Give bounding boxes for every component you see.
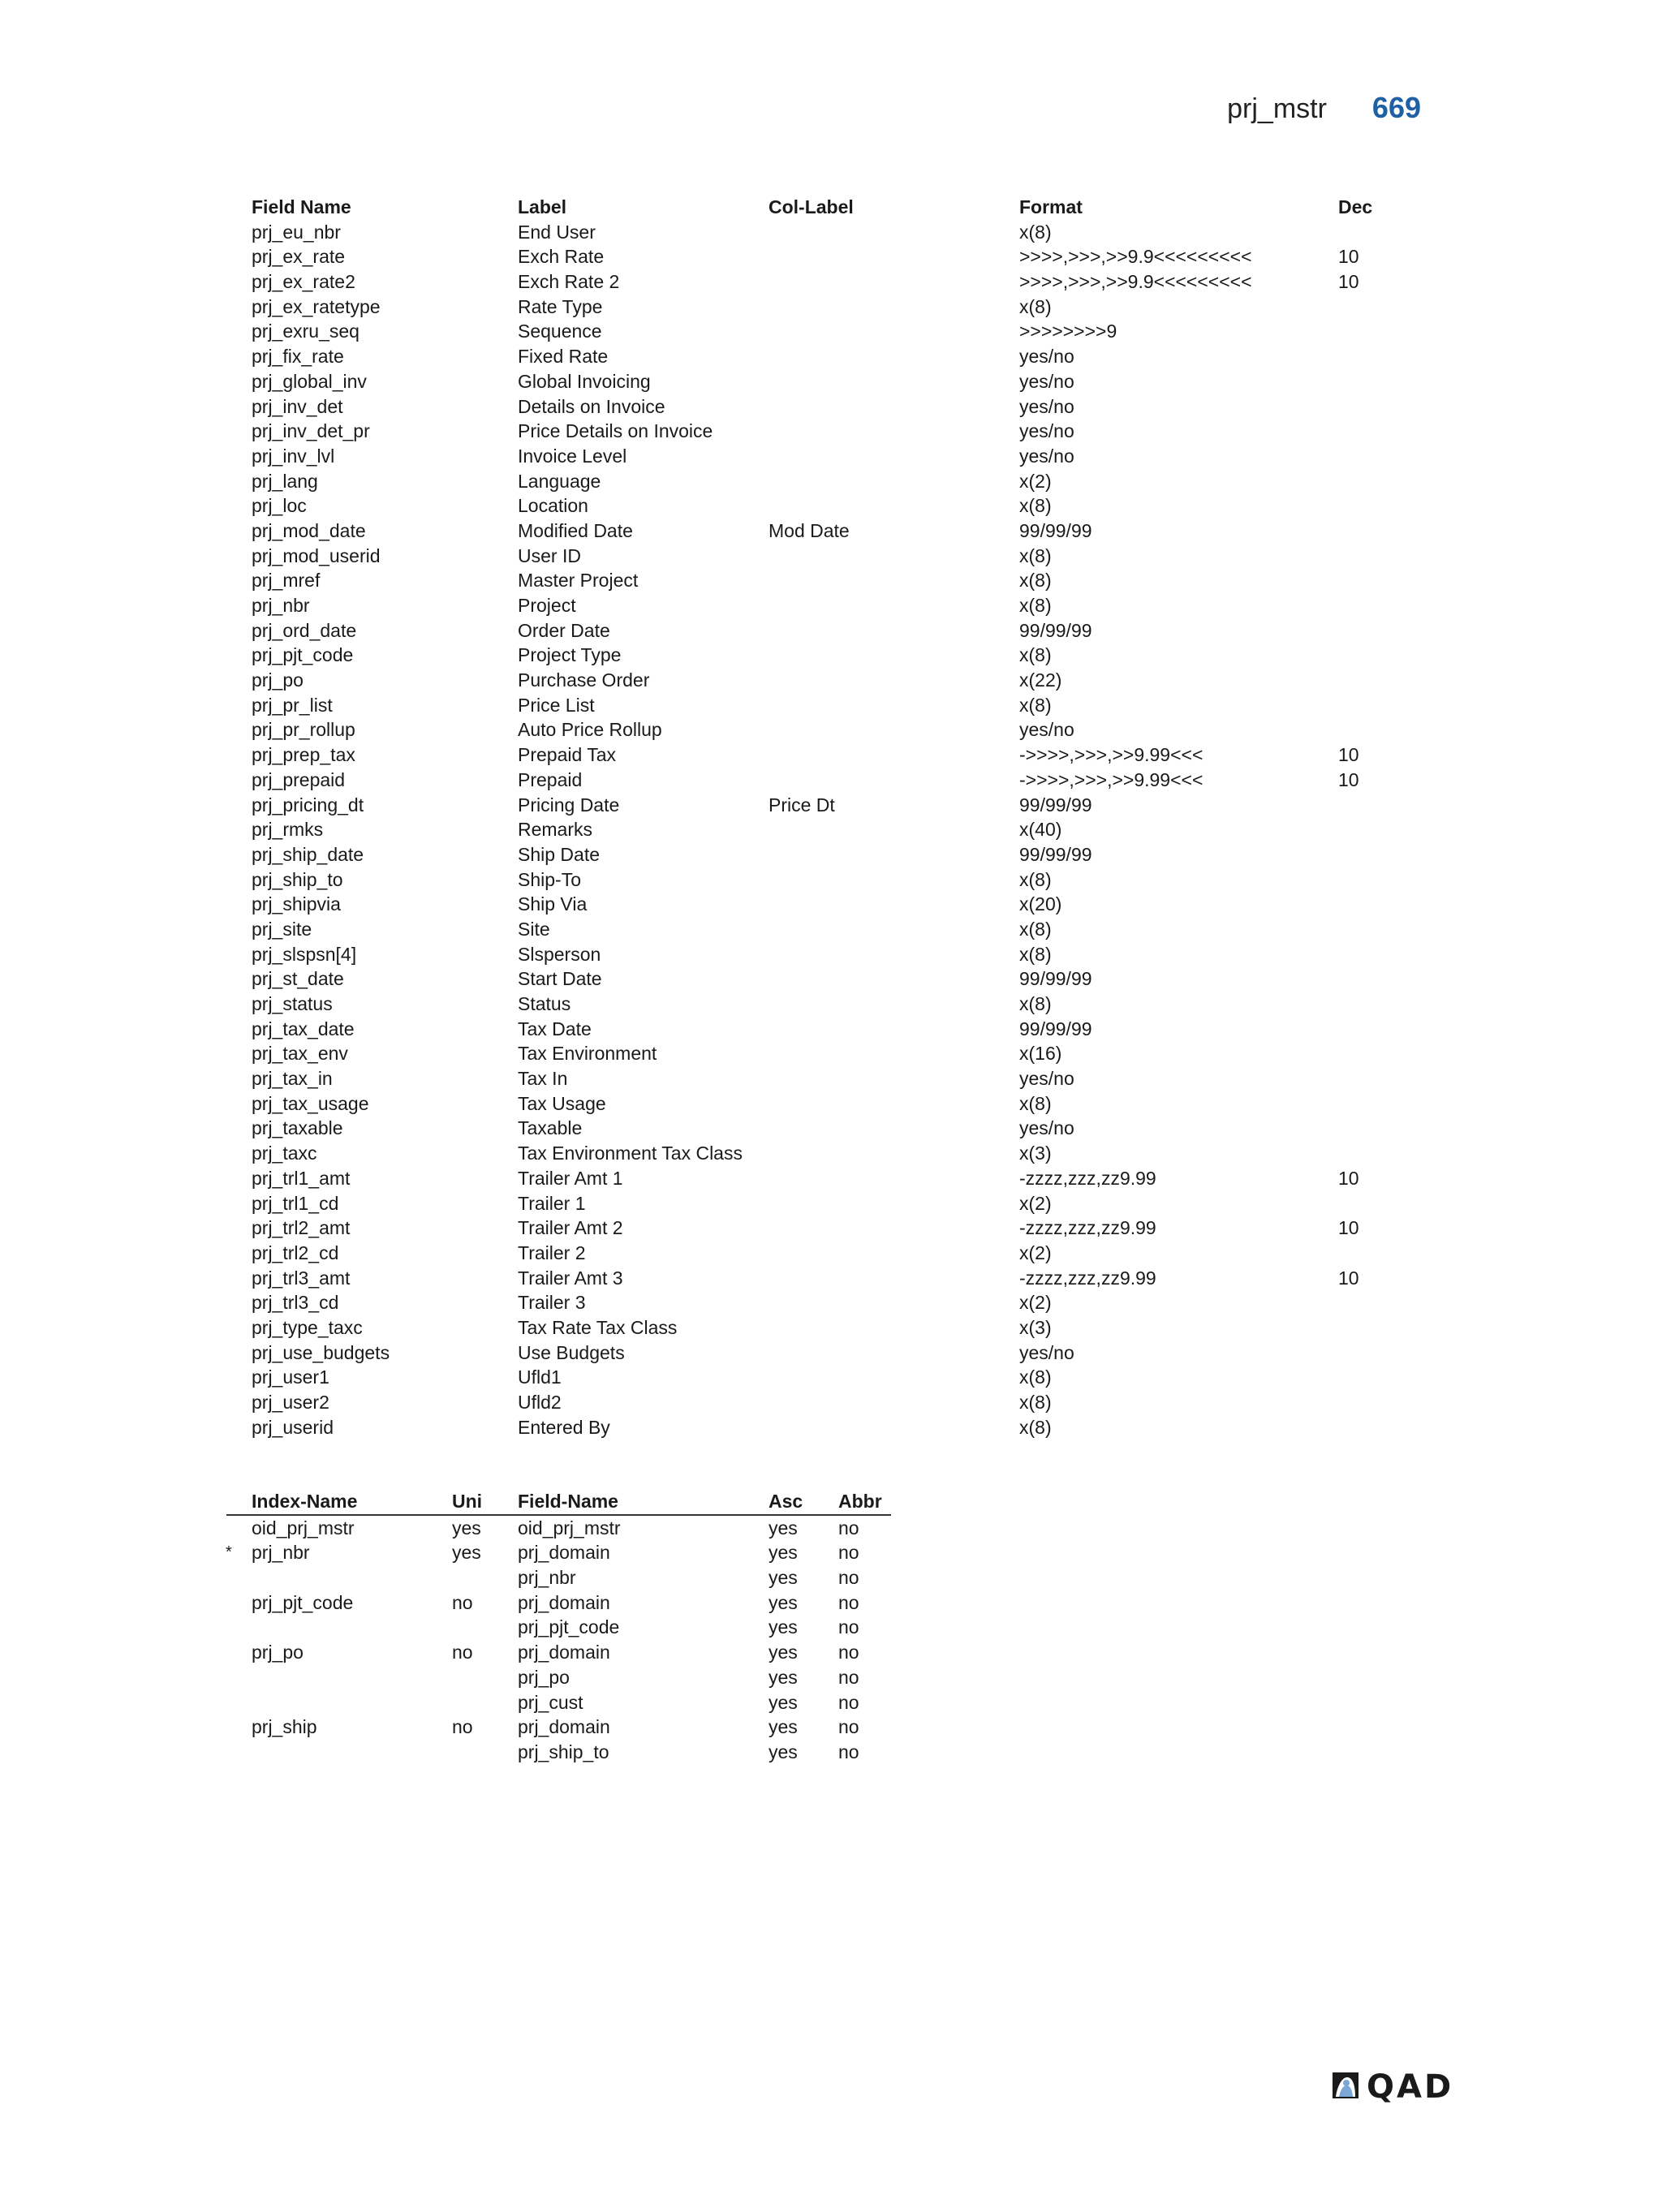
col-header-index-name: Index-Name — [252, 1491, 358, 1512]
format-cell: x(8) — [1019, 544, 1052, 566]
format-cell: x(2) — [1019, 1242, 1052, 1263]
label-cell: Entered By — [518, 1416, 610, 1438]
table-row — [0, 892, 1662, 917]
table-row — [0, 867, 1662, 893]
field-name-cell: prj_exru_seq — [252, 321, 360, 342]
abbr-cell: no — [838, 1591, 859, 1613]
field-name-cell: prj_ship_to — [518, 1741, 609, 1762]
table-row — [0, 419, 1662, 444]
table-row — [0, 1341, 1662, 1366]
format-cell: >>>>,>>>,>>9.9<<<<<<<<< — [1019, 246, 1252, 268]
format-cell: x(8) — [1019, 1092, 1052, 1114]
field-name-cell: prj_user1 — [252, 1366, 329, 1388]
dec-cell: 10 — [1338, 246, 1359, 268]
label-cell: Ship-To — [518, 868, 581, 890]
label-cell: Use Budgets — [518, 1341, 625, 1363]
label-cell: Tax In — [518, 1068, 568, 1090]
abbr-cell: no — [838, 1542, 859, 1564]
format-cell: x(8) — [1019, 694, 1052, 716]
label-cell: Rate Type — [518, 295, 603, 317]
field-name-cell: prj_po — [252, 669, 304, 691]
label-cell: Ship Date — [518, 843, 601, 865]
uni-cell: no — [452, 1642, 473, 1663]
field-name-cell: prj_mod_date — [252, 519, 366, 541]
table-row — [0, 1166, 1662, 1191]
table-row — [0, 1365, 1662, 1390]
field-name-cell: prj_global_inv — [252, 370, 367, 392]
uni-cell: yes — [452, 1542, 481, 1564]
field-name-cell: prj_trl1_amt — [252, 1167, 351, 1189]
format-cell: 99/99/99 — [1019, 1018, 1092, 1039]
format-cell: ->>>>,>>>,>>9.99<<< — [1019, 744, 1203, 766]
field-name-cell: prj_lang — [252, 470, 318, 492]
format-cell: yes/no — [1019, 1117, 1074, 1139]
format-cell: -zzzz,zzz,zz9.99 — [1019, 1267, 1156, 1289]
field-name-cell: prj_tax_usage — [252, 1092, 369, 1114]
table-row — [0, 1590, 1662, 1616]
format-cell: yes/no — [1019, 346, 1074, 368]
label-cell: Fixed Rate — [518, 346, 609, 368]
field-name-cell: prj_shipvia — [252, 893, 341, 915]
table-row — [0, 742, 1662, 768]
dec-cell: 10 — [1338, 1167, 1359, 1189]
format-cell: x(8) — [1019, 868, 1052, 890]
format-cell: x(8) — [1019, 1366, 1052, 1388]
table-row — [0, 319, 1662, 344]
asc-cell: yes — [769, 1542, 798, 1564]
table-row — [0, 1116, 1662, 1141]
field-name-cell: prj_ex_ratetype — [252, 295, 381, 317]
table-row — [0, 917, 1662, 942]
table-row — [0, 668, 1662, 693]
field-name-cell: prj_prep_tax — [252, 744, 355, 766]
format-cell: 99/99/99 — [1019, 519, 1092, 541]
field-name-cell: prj_domain — [518, 1716, 610, 1738]
index-table — [0, 1489, 1662, 1765]
label-cell: Auto Price Rollup — [518, 719, 662, 741]
label-cell: Prepaid — [518, 768, 583, 790]
format-cell: x(2) — [1019, 470, 1052, 492]
format-cell: x(2) — [1019, 1192, 1052, 1214]
field-name-cell: prj_cust — [518, 1691, 583, 1713]
table-row — [0, 693, 1662, 718]
format-cell: x(22) — [1019, 669, 1062, 691]
field-name-cell: prj_pr_rollup — [252, 719, 355, 741]
field-name-cell: prj_ex_rate2 — [252, 271, 355, 293]
asc-cell: yes — [769, 1642, 798, 1663]
field-name-cell: prj_domain — [518, 1642, 610, 1663]
uni-cell: no — [452, 1591, 473, 1613]
col-header-asc: Asc — [769, 1491, 803, 1512]
format-cell: x(8) — [1019, 993, 1052, 1014]
label-cell: Trailer Amt 1 — [518, 1167, 623, 1189]
table-row — [0, 220, 1662, 245]
label-cell: Slsperson — [518, 943, 601, 965]
table-name-title: prj_mstr — [1227, 93, 1327, 124]
format-cell: >>>>,>>>,>>9.9<<<<<<<<< — [1019, 271, 1252, 293]
abbr-cell: no — [838, 1517, 859, 1539]
col-header-field-name: Field Name — [252, 196, 351, 217]
col-header-col-label: Col-Label — [769, 196, 854, 217]
field-name-cell: prj_prepaid — [252, 768, 346, 790]
field-name-cell: prj_tax_env — [252, 1043, 348, 1065]
label-cell: Project Type — [518, 644, 622, 666]
abbr-cell: no — [838, 1666, 859, 1688]
table-row — [0, 1615, 1662, 1640]
field-name-cell: prj_status — [252, 993, 333, 1014]
table-row — [0, 1540, 1662, 1565]
dec-cell: 10 — [1338, 271, 1359, 293]
label-cell: Trailer 3 — [518, 1292, 586, 1314]
format-cell: >>>>>>>>9 — [1019, 321, 1117, 342]
field-name-cell: prj_eu_nbr — [252, 221, 341, 243]
asc-cell: yes — [769, 1716, 798, 1738]
field-name-cell: prj_userid — [252, 1416, 334, 1438]
abbr-cell: no — [838, 1716, 859, 1738]
col-header-field-name: Field-Name — [518, 1491, 618, 1512]
col-header-uni: Uni — [452, 1491, 483, 1512]
table-row — [0, 1066, 1662, 1091]
table-row — [0, 1390, 1662, 1415]
label-cell: Modified Date — [518, 519, 633, 541]
field-name-cell: prj_nbr — [518, 1567, 576, 1589]
label-cell: Sequence — [518, 321, 602, 342]
field-name-cell: prj_po — [518, 1666, 570, 1688]
label-cell: Tax Date — [518, 1018, 592, 1039]
field-name-cell: prj_loc — [252, 495, 307, 517]
label-cell: Trailer 2 — [518, 1242, 586, 1263]
format-cell: x(3) — [1019, 1316, 1052, 1338]
format-cell: 99/99/99 — [1019, 843, 1092, 865]
label-cell: Tax Environment Tax Class — [518, 1143, 743, 1164]
label-cell: Site — [518, 918, 550, 940]
field-name-cell: prj_domain — [518, 1542, 610, 1564]
format-cell: yes/no — [1019, 395, 1074, 417]
field-name-cell: prj_taxable — [252, 1117, 343, 1139]
field-name-cell: prj_slspsn[4] — [252, 943, 357, 965]
index-name-cell: prj_nbr — [252, 1542, 310, 1564]
field-name-cell: prj_ord_date — [252, 619, 357, 641]
asc-cell: yes — [769, 1741, 798, 1762]
field-name-cell: prj_pjt_code — [252, 644, 354, 666]
format-cell: 99/99/99 — [1019, 968, 1092, 990]
table-row — [0, 1516, 1662, 1541]
asc-cell: yes — [769, 1591, 798, 1613]
table-row — [0, 1241, 1662, 1266]
table-row — [0, 394, 1662, 420]
field-name-cell: prj_use_budgets — [252, 1341, 390, 1363]
dec-cell: 10 — [1338, 768, 1359, 790]
format-cell: x(8) — [1019, 570, 1052, 592]
field-name-cell: prj_trl1_cd — [252, 1192, 339, 1214]
table-row — [0, 469, 1662, 494]
table-row — [0, 568, 1662, 593]
label-cell: Invoice Level — [518, 445, 627, 467]
field-name-cell: prj_pjt_code — [518, 1616, 620, 1638]
index-table-header — [0, 1489, 1662, 1514]
index-name-cell: prj_ship — [252, 1716, 317, 1738]
label-cell: Master Project — [518, 570, 639, 592]
format-cell: x(40) — [1019, 819, 1062, 841]
col-label-cell: Price Dt — [769, 794, 835, 816]
label-cell: Trailer Amt 3 — [518, 1267, 623, 1289]
table-row — [0, 1290, 1662, 1315]
label-cell: Pricing Date — [518, 794, 620, 816]
table-row — [0, 1191, 1662, 1216]
field-name-cell: prj_tax_date — [252, 1018, 355, 1039]
label-cell: Start Date — [518, 968, 602, 990]
table-row — [0, 1141, 1662, 1166]
abbr-cell: no — [838, 1616, 859, 1638]
label-cell: Price Details on Invoice — [518, 420, 713, 442]
label-cell: Exch Rate 2 — [518, 271, 620, 293]
table-row — [0, 244, 1662, 269]
table-row — [0, 493, 1662, 519]
table-row — [0, 369, 1662, 394]
table-row — [0, 344, 1662, 369]
label-cell: Trailer 1 — [518, 1192, 586, 1214]
index-name-cell: oid_prj_mstr — [252, 1517, 355, 1539]
field-name-cell: prj_tax_in — [252, 1068, 333, 1090]
field-name-cell: prj_site — [252, 918, 312, 940]
table-row — [0, 1665, 1662, 1690]
dec-cell: 10 — [1338, 1217, 1359, 1239]
col-header-dec: Dec — [1338, 196, 1373, 217]
table-row — [0, 1017, 1662, 1042]
table-row — [0, 992, 1662, 1017]
label-cell: Price List — [518, 694, 595, 716]
field-name-cell: prj_inv_det_pr — [252, 420, 370, 442]
table-row — [0, 1640, 1662, 1665]
field-name-cell: prj_inv_det — [252, 395, 343, 417]
format-cell: yes/no — [1019, 1068, 1074, 1090]
table-row — [0, 519, 1662, 544]
table-row — [0, 1315, 1662, 1341]
field-name-cell: prj_trl3_cd — [252, 1292, 339, 1314]
format-cell: -zzzz,zzz,zz9.99 — [1019, 1167, 1156, 1189]
col-header-format: Format — [1019, 196, 1083, 217]
asc-cell: yes — [769, 1691, 798, 1713]
abbr-cell: no — [838, 1567, 859, 1589]
field-name-cell: prj_trl2_amt — [252, 1217, 351, 1239]
table-row — [0, 593, 1662, 618]
field-name-cell: prj_nbr — [252, 595, 310, 616]
label-cell: User ID — [518, 544, 581, 566]
table-row — [0, 295, 1662, 320]
index-name-cell: prj_pjt_code — [252, 1591, 354, 1613]
field-name-cell: prj_rmks — [252, 819, 324, 841]
page-number: 669 — [1371, 91, 1421, 124]
field-name-cell: prj_user2 — [252, 1392, 329, 1413]
label-cell: Tax Rate Tax Class — [518, 1316, 678, 1338]
field-name-cell: prj_ship_to — [252, 868, 343, 890]
format-cell: x(8) — [1019, 918, 1052, 940]
format-cell: x(8) — [1019, 1392, 1052, 1413]
label-cell: Ufld2 — [518, 1392, 562, 1413]
table-row — [0, 817, 1662, 842]
label-cell: Global Invoicing — [518, 370, 651, 392]
format-cell: yes/no — [1019, 719, 1074, 741]
fields-table — [0, 195, 1662, 1440]
col-label-cell: Mod Date — [769, 519, 850, 541]
table-row — [0, 768, 1662, 793]
uni-cell: yes — [452, 1517, 481, 1539]
table-row — [0, 1415, 1662, 1440]
label-cell: Purchase Order — [518, 669, 650, 691]
field-name-cell: prj_taxc — [252, 1143, 317, 1164]
table-row — [0, 618, 1662, 643]
fields-table-header — [0, 195, 1662, 220]
table-row — [0, 1216, 1662, 1241]
label-cell: Exch Rate — [518, 246, 605, 268]
field-name-cell: prj_st_date — [252, 968, 344, 990]
format-cell: x(8) — [1019, 1416, 1052, 1438]
field-name-cell: prj_fix_rate — [252, 346, 344, 368]
format-cell: ->>>>,>>>,>>9.99<<< — [1019, 768, 1203, 790]
table-row — [0, 1091, 1662, 1117]
field-name-cell: oid_prj_mstr — [518, 1517, 621, 1539]
qad-logo-icon — [1329, 2071, 1362, 2104]
format-cell: x(3) — [1019, 1143, 1052, 1164]
field-name-cell: prj_mref — [252, 570, 321, 592]
table-row — [0, 1740, 1662, 1765]
col-header-abbr: Abbr — [838, 1491, 882, 1512]
field-name-cell: prj_ex_rate — [252, 246, 346, 268]
table-row — [0, 942, 1662, 967]
format-cell: x(16) — [1019, 1043, 1062, 1065]
label-cell: Remarks — [518, 819, 593, 841]
format-cell: x(8) — [1019, 644, 1052, 666]
label-cell: Tax Environment — [518, 1043, 657, 1065]
asc-cell: yes — [769, 1616, 798, 1638]
qad-logo — [1329, 2068, 1453, 2106]
format-cell: x(8) — [1019, 595, 1052, 616]
table-row — [0, 544, 1662, 569]
format-cell: x(2) — [1019, 1292, 1052, 1314]
label-cell: Status — [518, 993, 571, 1014]
table-row — [0, 1715, 1662, 1740]
col-header-label: Label — [518, 196, 567, 217]
uni-cell: no — [452, 1716, 473, 1738]
label-cell: End User — [518, 221, 596, 243]
label-cell: Details on Invoice — [518, 395, 665, 417]
format-cell: x(8) — [1019, 221, 1052, 243]
table-row — [0, 793, 1662, 818]
field-name-cell: prj_inv_lvl — [252, 445, 335, 467]
format-cell: 99/99/99 — [1019, 619, 1092, 641]
table-row — [0, 444, 1662, 469]
label-cell: Prepaid Tax — [518, 744, 617, 766]
index-name-cell: prj_po — [252, 1642, 304, 1663]
field-name-cell: prj_pr_list — [252, 694, 333, 716]
table-row — [0, 717, 1662, 742]
format-cell: x(20) — [1019, 893, 1062, 915]
label-cell: Tax Usage — [518, 1092, 606, 1114]
field-name-cell: prj_type_taxc — [252, 1316, 363, 1338]
table-row — [0, 1565, 1662, 1590]
format-cell: yes/no — [1019, 420, 1074, 442]
field-name-cell: prj_pricing_dt — [252, 794, 364, 816]
asc-cell: yes — [769, 1517, 798, 1539]
format-cell: yes/no — [1019, 1341, 1074, 1363]
table-row — [0, 269, 1662, 295]
dec-cell: 10 — [1338, 744, 1359, 766]
format-cell: x(8) — [1019, 943, 1052, 965]
field-name-cell: prj_ship_date — [252, 843, 364, 865]
abbr-cell: no — [838, 1691, 859, 1713]
label-cell: Ufld1 — [518, 1366, 562, 1388]
format-cell: 99/99/99 — [1019, 794, 1092, 816]
asc-cell: yes — [769, 1666, 798, 1688]
asc-cell: yes — [769, 1567, 798, 1589]
label-cell: Taxable — [518, 1117, 583, 1139]
table-row — [0, 1041, 1662, 1066]
table-row — [0, 966, 1662, 992]
field-name-cell: prj_mod_userid — [252, 544, 381, 566]
label-cell: Language — [518, 470, 601, 492]
label-cell: Trailer Amt 2 — [518, 1217, 623, 1239]
label-cell: Order Date — [518, 619, 610, 641]
field-name-cell: prj_trl3_amt — [252, 1267, 351, 1289]
format-cell: yes/no — [1019, 370, 1074, 392]
abbr-cell: no — [838, 1741, 859, 1762]
table-row — [0, 842, 1662, 867]
abbr-cell: no — [838, 1642, 859, 1663]
field-name-cell: prj_trl2_cd — [252, 1242, 339, 1263]
format-cell: -zzzz,zzz,zz9.99 — [1019, 1217, 1156, 1239]
table-row — [0, 1266, 1662, 1291]
format-cell: x(8) — [1019, 495, 1052, 517]
primary-index-marker: * — [226, 1543, 232, 1562]
page-header — [1227, 91, 1421, 125]
label-cell: Project — [518, 595, 576, 616]
label-cell: Ship Via — [518, 893, 588, 915]
dec-cell: 10 — [1338, 1267, 1359, 1289]
table-row — [0, 1690, 1662, 1715]
format-cell: x(8) — [1019, 295, 1052, 317]
format-cell: yes/no — [1019, 445, 1074, 467]
logo-text: QAD — [1367, 2068, 1454, 2106]
label-cell: Location — [518, 495, 588, 517]
field-name-cell: prj_domain — [518, 1591, 610, 1613]
table-row — [0, 643, 1662, 668]
